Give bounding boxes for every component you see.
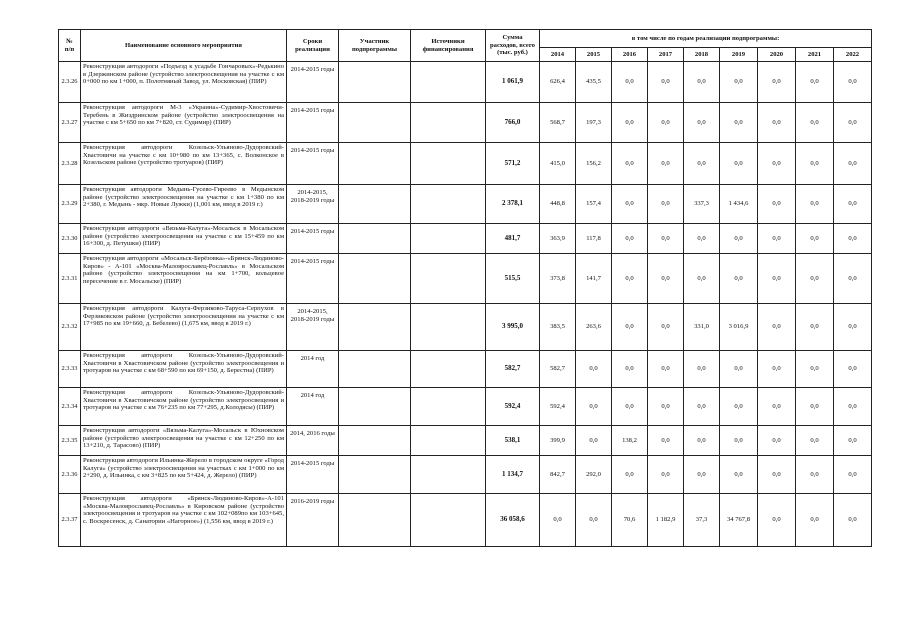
- table-row: [59, 254, 872, 304]
- row-year-value: 0,0: [758, 426, 796, 456]
- header-source: Источники финансирования: [411, 30, 486, 62]
- table-row: [59, 388, 872, 426]
- row-number: 2.3.37: [59, 494, 81, 547]
- row-total: 2 378,1: [486, 185, 540, 224]
- row-year-value: 0,0: [834, 62, 872, 103]
- document-sheet: [58, 29, 871, 579]
- row-year-value: 0,0: [684, 254, 720, 304]
- row-year-value: 0,0: [648, 426, 684, 456]
- row-year-value: 0,0: [834, 143, 872, 185]
- table-row: [59, 143, 872, 185]
- row-year-value: 157,4: [576, 185, 612, 224]
- row-number: 2.3.36: [59, 456, 81, 494]
- row-name: Реконструкция автодороги «Подъезд к усадьбе Гончаровых»-Редькино в Дзержинском районе (устройство электроосвещения на участке с км 0+000 по км 1+000, п. Полотняный Завод, ул. Московская) (ПИР): [81, 62, 287, 103]
- row-year-value: 0,0: [796, 426, 834, 456]
- row-period: 2014 год: [287, 388, 339, 426]
- row-year-value: 337,3: [684, 185, 720, 224]
- row-year-value: 0,0: [796, 304, 834, 351]
- row-year-value: 0,0: [758, 304, 796, 351]
- row-year-value: 0,0: [796, 254, 834, 304]
- row-total: 592,4: [486, 388, 540, 426]
- row-participant: [339, 254, 411, 304]
- row-year-value: 0,0: [612, 351, 648, 388]
- row-year-value: 292,0: [576, 456, 612, 494]
- row-year-value: 0,0: [720, 224, 758, 254]
- row-year-value: 0,0: [684, 62, 720, 103]
- table-row: [59, 456, 872, 494]
- row-year-value: 0,0: [796, 388, 834, 426]
- row-year-value: 0,0: [758, 143, 796, 185]
- row-total: 571,2: [486, 143, 540, 185]
- row-year-value: 0,0: [834, 351, 872, 388]
- row-year-value: 0,0: [720, 426, 758, 456]
- row-year-value: 331,0: [684, 304, 720, 351]
- table-row: [59, 62, 872, 103]
- row-source: [411, 143, 486, 185]
- row-year-value: 0,0: [834, 388, 872, 426]
- row-participant: [339, 426, 411, 456]
- header-year: 2020: [758, 48, 796, 62]
- row-year-value: 37,3: [684, 494, 720, 547]
- row-year-value: 0,0: [612, 304, 648, 351]
- row-year-value: 0,0: [612, 388, 648, 426]
- row-participant: [339, 494, 411, 547]
- budget-table: [58, 29, 872, 547]
- row-total: 481,7: [486, 224, 540, 254]
- header-year: 2021: [796, 48, 834, 62]
- row-period: 2014-2015, 2018-2019 годы: [287, 185, 339, 224]
- row-source: [411, 185, 486, 224]
- row-source: [411, 426, 486, 456]
- row-year-value: 0,0: [720, 143, 758, 185]
- row-source: [411, 388, 486, 426]
- row-year-value: 1 182,9: [648, 494, 684, 547]
- row-year-value: 0,0: [648, 456, 684, 494]
- row-participant: [339, 143, 411, 185]
- row-year-value: 0,0: [612, 224, 648, 254]
- row-year-value: 0,0: [648, 103, 684, 143]
- row-year-value: 0,0: [796, 143, 834, 185]
- header-year: 2018: [684, 48, 720, 62]
- row-participant: [339, 351, 411, 388]
- row-source: [411, 494, 486, 547]
- row-year-value: 141,7: [576, 254, 612, 304]
- row-year-value: 399,9: [540, 426, 576, 456]
- row-year-value: 0,0: [796, 351, 834, 388]
- row-name: Реконструкция автодороги «Брянск-Людиново-Киров»-А-101 «Москва-Малоярославец-Рославль» в Кировском районе (устройство электроосвещения и тротуаров на участке с км 102+089по км 103+645, с. Воскресенск, д. Санатории «Нагорное») (1,556 км, ввод в 2019 г.): [81, 494, 287, 547]
- row-year-value: 0,0: [576, 494, 612, 547]
- row-period: 2014-2015 годы: [287, 456, 339, 494]
- row-year-value: 3 016,9: [720, 304, 758, 351]
- row-year-value: 0,0: [648, 62, 684, 103]
- row-year-value: 383,5: [540, 304, 576, 351]
- row-year-value: 0,0: [834, 426, 872, 456]
- row-year-value: 0,0: [540, 494, 576, 547]
- row-year-value: 0,0: [648, 254, 684, 304]
- row-year-value: 0,0: [576, 388, 612, 426]
- row-year-value: 117,8: [576, 224, 612, 254]
- row-year-value: 0,0: [684, 103, 720, 143]
- row-year-value: 582,7: [540, 351, 576, 388]
- row-year-value: 363,9: [540, 224, 576, 254]
- row-source: [411, 456, 486, 494]
- row-year-value: 0,0: [684, 143, 720, 185]
- row-year-value: 0,0: [758, 103, 796, 143]
- row-participant: [339, 304, 411, 351]
- row-participant: [339, 224, 411, 254]
- row-year-value: 435,5: [576, 62, 612, 103]
- header-num: № п/п: [59, 30, 81, 62]
- row-year-value: 0,0: [612, 254, 648, 304]
- header-total: Сумма расходов, всего (тыс. руб.): [486, 30, 540, 62]
- row-participant: [339, 388, 411, 426]
- row-total: 36 058,6: [486, 494, 540, 547]
- row-year-value: 0,0: [720, 388, 758, 426]
- row-period: 2014 год: [287, 351, 339, 388]
- row-participant: [339, 103, 411, 143]
- row-period: 2014-2015 годы: [287, 143, 339, 185]
- row-number: 2.3.29: [59, 185, 81, 224]
- row-year-value: 0,0: [612, 143, 648, 185]
- row-year-value: 842,7: [540, 456, 576, 494]
- row-source: [411, 304, 486, 351]
- row-year-value: 0,0: [834, 304, 872, 351]
- row-source: [411, 103, 486, 143]
- row-name: Реконструкция автодороги «Мосальск-Берёзовка»-«Брянск-Людиново-Киров» - А-101 «Москва-Малоярославец-Рославль» в Мосальском районе (устройство электроосвещения на км 1+700, кольцевое пересечение в г. Мосальске) (ПИР): [81, 254, 287, 304]
- row-year-value: 197,3: [576, 103, 612, 143]
- row-total: 538,1: [486, 426, 540, 456]
- row-name: Реконструкция автодороги Медынь-Гусево-Гиреево в Медынском районе (устройство электроосвещения на участке с км 1+380 по км 2+380, г. Медынь - мкр. Новые Лужки) (1,001 км, ввод в 2019 г.): [81, 185, 287, 224]
- row-name: Реконструкция автодороги Калуга-Ферзиково-Таруса-Серпухов в Ферзиковском районе (устройство электроосвещения на участке с км 17+985 по км 19+660, д. Бебелево) (1,675 км, ввод в 2019 г.): [81, 304, 287, 351]
- table-row: [59, 304, 872, 351]
- row-year-value: 448,8: [540, 185, 576, 224]
- row-source: [411, 254, 486, 304]
- row-period: 2014-2015 годы: [287, 103, 339, 143]
- row-year-value: 70,6: [612, 494, 648, 547]
- table-row: [59, 224, 872, 254]
- row-total: 582,7: [486, 351, 540, 388]
- row-number: 2.3.34: [59, 388, 81, 426]
- header-year: 2016: [612, 48, 648, 62]
- row-year-value: 0,0: [648, 185, 684, 224]
- row-year-value: 373,8: [540, 254, 576, 304]
- row-number: 2.3.28: [59, 143, 81, 185]
- row-year-value: 0,0: [720, 254, 758, 304]
- row-year-value: 568,7: [540, 103, 576, 143]
- header-by-years: в том числе по годам реализации подпрограммы:: [540, 30, 872, 48]
- row-period: 2014, 2016 годы: [287, 426, 339, 456]
- row-participant: [339, 456, 411, 494]
- row-participant: [339, 62, 411, 103]
- row-total: 515,5: [486, 254, 540, 304]
- row-year-value: 0,0: [684, 456, 720, 494]
- row-year-value: 0,0: [834, 456, 872, 494]
- row-year-value: 626,4: [540, 62, 576, 103]
- row-year-value: 0,0: [720, 351, 758, 388]
- row-name: Реконструкция автодороги М-3 «Украина»-Судимир-Хвостовичи-Теребень в Жиздринском районе (устройство электроосвещения на участке с км 5+650 по км 7+820, ст. Судимир) (ПИР): [81, 103, 287, 143]
- row-year-value: 0,0: [648, 304, 684, 351]
- row-year-value: 0,0: [684, 388, 720, 426]
- row-name: Реконструкция автодороги «Вязьма-Калуга»-Мосальск в Юхновском районе (устройство электроосвещения на участке с км 12+250 по км 13+210, д. Тарасово) (ПИР): [81, 426, 287, 456]
- row-period: 2014-2015 годы: [287, 254, 339, 304]
- row-number: 2.3.35: [59, 426, 81, 456]
- row-period: 2014-2015 годы: [287, 62, 339, 103]
- table-row: [59, 351, 872, 388]
- table-row: [59, 185, 872, 224]
- row-name: Реконструкция автодороги Ильинка-Жерело в городском округе «Город Калуга» (устройство электроосвещения на участках с км 1+000 по км 2+290, д. Ильинка, с км 3+825 по км 5+424, д. Жерело) (ПИР): [81, 456, 287, 494]
- row-period: 2014-2015 годы: [287, 224, 339, 254]
- row-total: 766,0: [486, 103, 540, 143]
- row-year-value: 0,0: [834, 224, 872, 254]
- row-year-value: 0,0: [834, 185, 872, 224]
- row-year-value: 34 767,8: [720, 494, 758, 547]
- row-year-value: 0,0: [834, 103, 872, 143]
- row-year-value: 0,0: [758, 254, 796, 304]
- row-number: 2.3.27: [59, 103, 81, 143]
- row-number: 2.3.30: [59, 224, 81, 254]
- row-year-value: 0,0: [834, 494, 872, 547]
- row-source: [411, 62, 486, 103]
- header-year: 2017: [648, 48, 684, 62]
- row-name: Реконструкция автодороги Козельск-Ульяново-Дудоровский-Хвастовичи на участке с км 10+980 по км 13+365, с. Волконское в Козельском районе (устройство тротуаров) (ПИР): [81, 143, 287, 185]
- row-year-value: 0,0: [758, 388, 796, 426]
- row-year-value: 0,0: [796, 494, 834, 547]
- row-period: 2016-2019 годы: [287, 494, 339, 547]
- row-year-value: 0,0: [758, 185, 796, 224]
- row-year-value: 0,0: [612, 62, 648, 103]
- row-year-value: 0,0: [648, 388, 684, 426]
- row-year-value: 415,0: [540, 143, 576, 185]
- row-number: 2.3.32: [59, 304, 81, 351]
- row-year-value: 0,0: [758, 62, 796, 103]
- row-year-value: 0,0: [612, 185, 648, 224]
- row-year-value: 0,0: [612, 456, 648, 494]
- row-source: [411, 351, 486, 388]
- row-year-value: 0,0: [834, 254, 872, 304]
- row-year-value: 0,0: [684, 224, 720, 254]
- row-year-value: 0,0: [758, 494, 796, 547]
- row-source: [411, 224, 486, 254]
- row-name: Реконструкция автодороги «Вязьма-Калуга»-Мосальск в Мосальском районе (устройство электроосвещения на участке с км 15+459 по км 16+300, д. Петушки) (ПИР): [81, 224, 287, 254]
- row-year-value: 0,0: [648, 143, 684, 185]
- row-year-value: 0,0: [796, 103, 834, 143]
- row-name: Реконструкция автодороги Козельск-Ульяново-Дудоровский-Хвастовичи в Хвастовичском районе (устройство электроосвещения и тротуаров на участке с км 68+590 по км 69+150, д. Берестна) (ПИР): [81, 351, 287, 388]
- row-year-value: 0,0: [720, 62, 758, 103]
- row-year-value: 0,0: [648, 351, 684, 388]
- row-total: 1 061,9: [486, 62, 540, 103]
- row-year-value: 592,4: [540, 388, 576, 426]
- row-year-value: 0,0: [796, 456, 834, 494]
- row-year-value: 0,0: [796, 62, 834, 103]
- row-period: 2014-2015, 2018-2019 годы: [287, 304, 339, 351]
- table-row: [59, 494, 872, 547]
- header-year: 2022: [834, 48, 872, 62]
- row-name: Реконструкция автодороги Козельск-Ульяново-Дудоровский-Хвастовичи в Хвастовичском районе (устройство электроосвещения и тротуаров на участке с км 76+235 по км 77+295, д.Колодясы) (ПИР): [81, 388, 287, 426]
- row-year-value: 263,6: [576, 304, 612, 351]
- row-year-value: 0,0: [720, 456, 758, 494]
- header-name: Наименование основного мероприятия: [81, 30, 287, 62]
- row-year-value: 0,0: [758, 456, 796, 494]
- row-year-value: 0,0: [796, 185, 834, 224]
- row-year-value: 0,0: [612, 103, 648, 143]
- row-year-value: 0,0: [684, 426, 720, 456]
- row-total: 1 134,7: [486, 456, 540, 494]
- row-participant: [339, 185, 411, 224]
- table-row: [59, 103, 872, 143]
- row-year-value: 0,0: [758, 224, 796, 254]
- row-number: 2.3.31: [59, 254, 81, 304]
- row-year-value: 0,0: [576, 426, 612, 456]
- row-year-value: 0,0: [576, 351, 612, 388]
- row-year-value: 1 434,6: [720, 185, 758, 224]
- row-number: 2.3.33: [59, 351, 81, 388]
- row-year-value: 0,0: [648, 224, 684, 254]
- header-year: 2019: [720, 48, 758, 62]
- header-year: 2015: [576, 48, 612, 62]
- header-participant: Участник подпрограммы: [339, 30, 411, 62]
- row-year-value: 0,0: [684, 351, 720, 388]
- row-year-value: 0,0: [796, 224, 834, 254]
- header-year: 2014: [540, 48, 576, 62]
- row-number: 2.3.26: [59, 62, 81, 103]
- row-year-value: 138,2: [612, 426, 648, 456]
- table-row: [59, 426, 872, 456]
- row-year-value: 0,0: [758, 351, 796, 388]
- row-year-value: 156,2: [576, 143, 612, 185]
- row-year-value: 0,0: [720, 103, 758, 143]
- header-period: Сроки реализации: [287, 30, 339, 62]
- row-total: 3 995,0: [486, 304, 540, 351]
